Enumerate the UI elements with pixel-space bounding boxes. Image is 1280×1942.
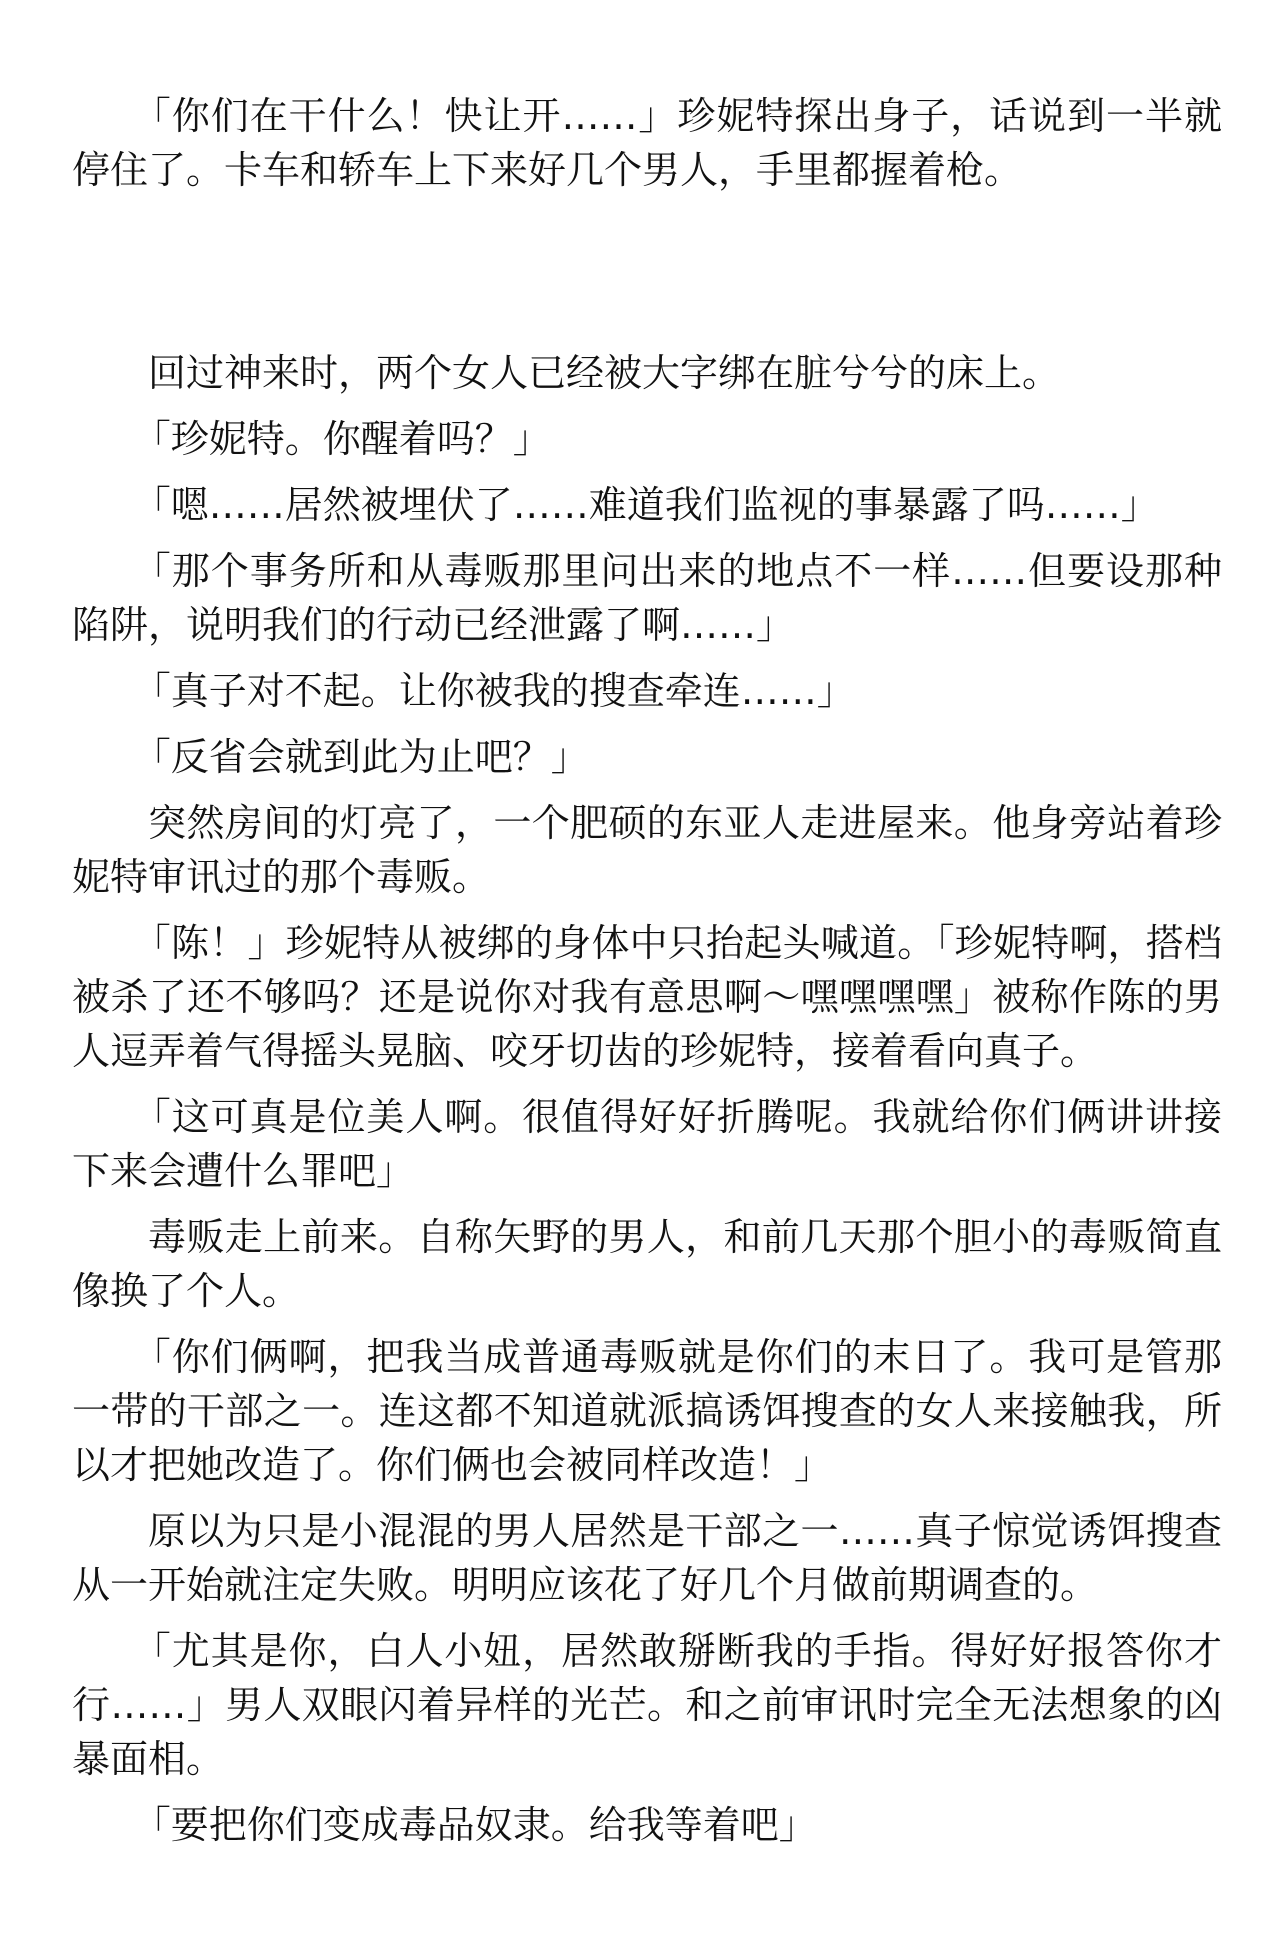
paragraph: 突然房间的灯亮了，一个肥硕的东亚人走进屋来。他身旁站着珍妮特审讯过的那个毒贩。 xyxy=(72,801,1222,899)
paragraph: 「那个事务所和从毒贩那里问出来的地点不一样……但要设那种陷阱，说明我们的行动已经泄露了啊……」 xyxy=(72,549,1222,647)
paragraph: 「珍妮特。你醒着吗？」 xyxy=(132,417,551,461)
paragraph: 「你们俩啊，把我当成普通毒贩就是你们的末日了。我可是管那一带的干部之一。连这都不知道就派搞诱饵搜查的女人来接触我，所以才把她改造了。你们俩也会被同样改造！」 xyxy=(72,1335,1222,1487)
paragraph: 回过神来时，两个女人已经被大字绑在脏兮兮的床上。 xyxy=(148,351,1061,395)
scene-break xyxy=(72,209,1222,346)
paragraph: 「这可真是位美人啊。很值得好好折腾呢。我就给你们俩讲讲接下来会遭什么罪吧」 xyxy=(72,1095,1222,1193)
paragraph: 「反省会就到此为止吧？」 xyxy=(132,735,589,779)
paragraph: 「嗯……居然被埋伏了……难道我们监视的事暴露了吗……」 xyxy=(132,483,1159,527)
text-section-before-break xyxy=(72,89,1222,197)
paragraph: 原以为只是小混混的男人居然是干部之一……真子惊觉诱饵搜查从一开始就注定失败。明明应该花了好几个月做前期调查的。 xyxy=(72,1509,1222,1607)
paragraph: 「要把你们变成毒品奴隶。给我等着吧」 xyxy=(132,1803,817,1847)
paragraph: 「尤其是你，白人小妞，居然敢掰断我的手指。得好好报答你才行……」男人双眼闪着异样的光芒。和之前审讯时完全无法想象的凶暴面相。 xyxy=(72,1629,1222,1781)
paragraph: 「陈！」珍妮特从被绑的身体中只抬起头喊道。「珍妮特啊，搭档被杀了还不够吗？还是说你对我有意思啊～嘿嘿嘿嘿」被称作陈的男人逗弄着气得摇头晃脑、咬牙切齿的珍妮特，接着看向真子。 xyxy=(72,921,1222,1073)
text-section-after-break xyxy=(72,346,1222,1852)
paragraph: 「真子对不起。让你被我的搜查牵连……」 xyxy=(132,669,855,713)
paragraph: 毒贩走上前来。自称矢野的男人，和前几天那个胆小的毒贩简直像换了个人。 xyxy=(72,1215,1222,1313)
paragraph: 「你们在干什么！快让开……」珍妮特探出身子，话说到一半就停住了。卡车和轿车上下来好几个男人，手里都握着枪。 xyxy=(72,94,1222,192)
